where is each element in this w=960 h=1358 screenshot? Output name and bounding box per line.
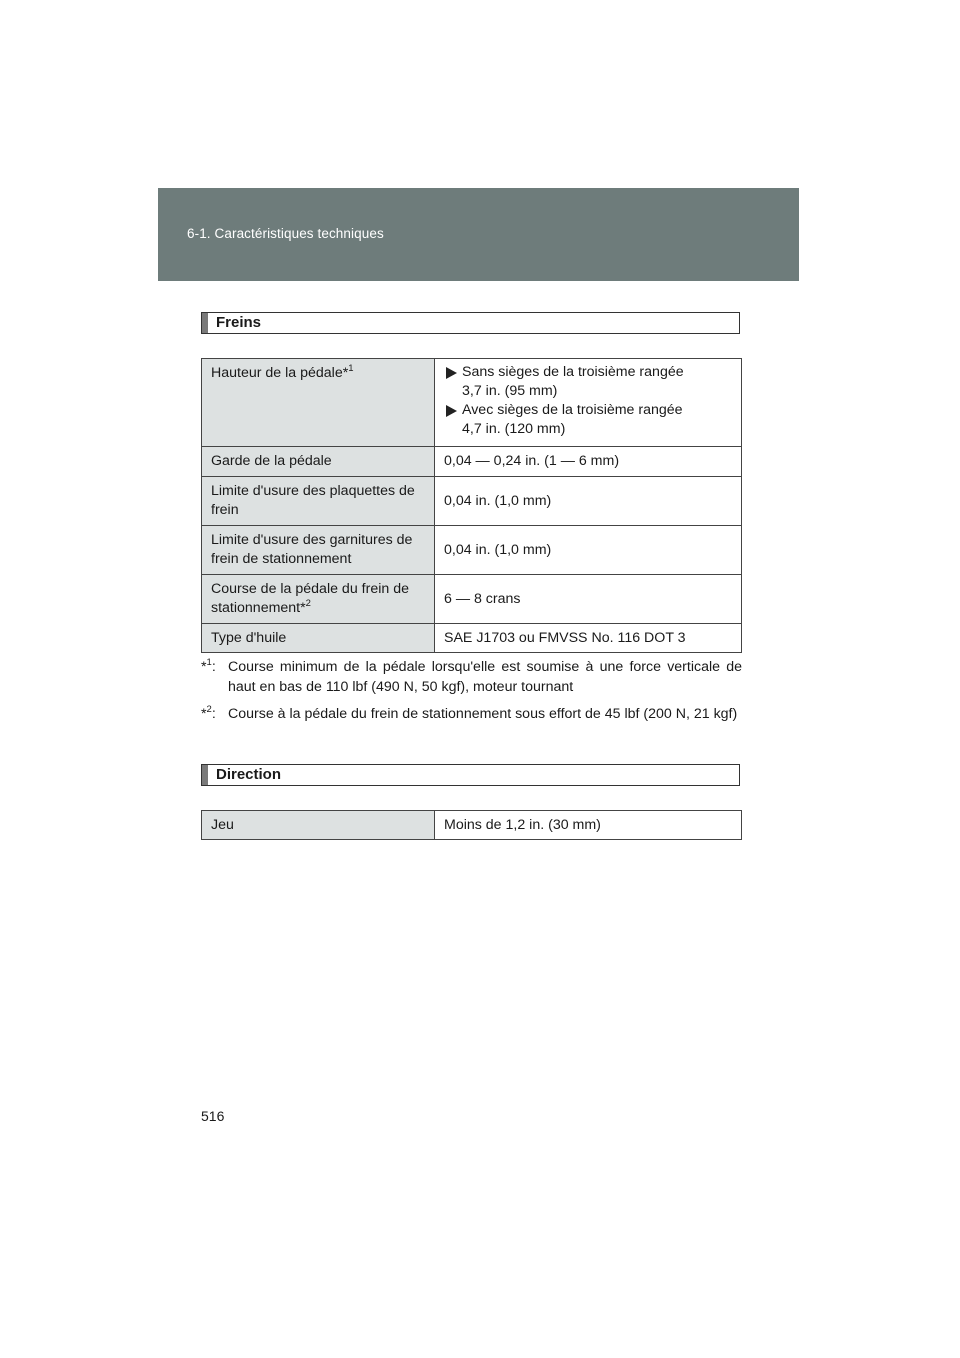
freins-spec-table [201, 358, 742, 653]
list-item: Avec sièges de la troisième rangée 4,7 in. (120 mm) [444, 401, 732, 439]
footnote-2 [201, 704, 742, 724]
chapter-title: 6-1. Caractéristiques techniques [187, 226, 384, 241]
spec-value: SAE J1703 ou FMVSS No. 116 DOT 3 [435, 624, 742, 653]
footnote-text: Course à la pédale du frein de stationnement sous effort de 45 lbf (200 N, 21 kgf) [228, 706, 738, 722]
table-row [202, 477, 742, 526]
spec-label: Course de la pédale du frein de stationnement*$^2$ [202, 575, 435, 624]
spec-value: 0,04 — 0,24 in. (1 — 6 mm) [435, 447, 742, 477]
footnote-marker: *$^2$: [201, 704, 216, 722]
spec-label: Hauteur de la pédale*$^1$ [202, 359, 435, 447]
chapter-header [158, 188, 799, 281]
section-title-direction [201, 764, 740, 786]
spec-label: Limite d'usure des plaquettes de frein [202, 477, 435, 526]
spec-label: Jeu [202, 811, 435, 840]
spec-value: 0,04 in. (1,0 mm) [435, 526, 742, 575]
spec-value: Moins de 1,2 in. (30 mm) [435, 811, 742, 840]
table-row [202, 811, 742, 840]
list-item: Sans sièges de la troisième rangée 3,7 in. (95 mm) [444, 363, 732, 401]
page-number: 516 [201, 1108, 225, 1124]
table-row [202, 526, 742, 575]
direction-spec-table [201, 810, 742, 840]
section-title-text: Direction [216, 766, 282, 783]
arrow-bullet-icon [446, 405, 457, 417]
spec-value [435, 359, 742, 447]
arrow-bullet-icon [446, 367, 457, 379]
table-row [202, 447, 742, 477]
spec-label: Limite d'usure des garnitures de frein de stationnement [202, 526, 435, 575]
spec-value: 6 — 8 crans [435, 575, 742, 624]
section-title-text: Freins [216, 314, 262, 331]
table-row [202, 624, 742, 653]
table-row [202, 575, 742, 624]
spec-label: Type d'huile [202, 624, 435, 653]
section-bar [202, 765, 208, 785]
footnote-1 [201, 657, 742, 697]
section-bar [202, 313, 208, 333]
section-title-freins [201, 312, 740, 334]
spec-value: 0,04 in. (1,0 mm) [435, 477, 742, 526]
footnote-text: Course minimum de la pédale lorsqu'elle est soumise à une force verticale de haut en bas de 110 lbf (490 N, 50 kgf), moteur tournant [228, 659, 742, 695]
footnote-marker: *$^1$: [201, 657, 216, 675]
table-row [202, 359, 742, 447]
spec-label: Garde de la pédale [202, 447, 435, 477]
